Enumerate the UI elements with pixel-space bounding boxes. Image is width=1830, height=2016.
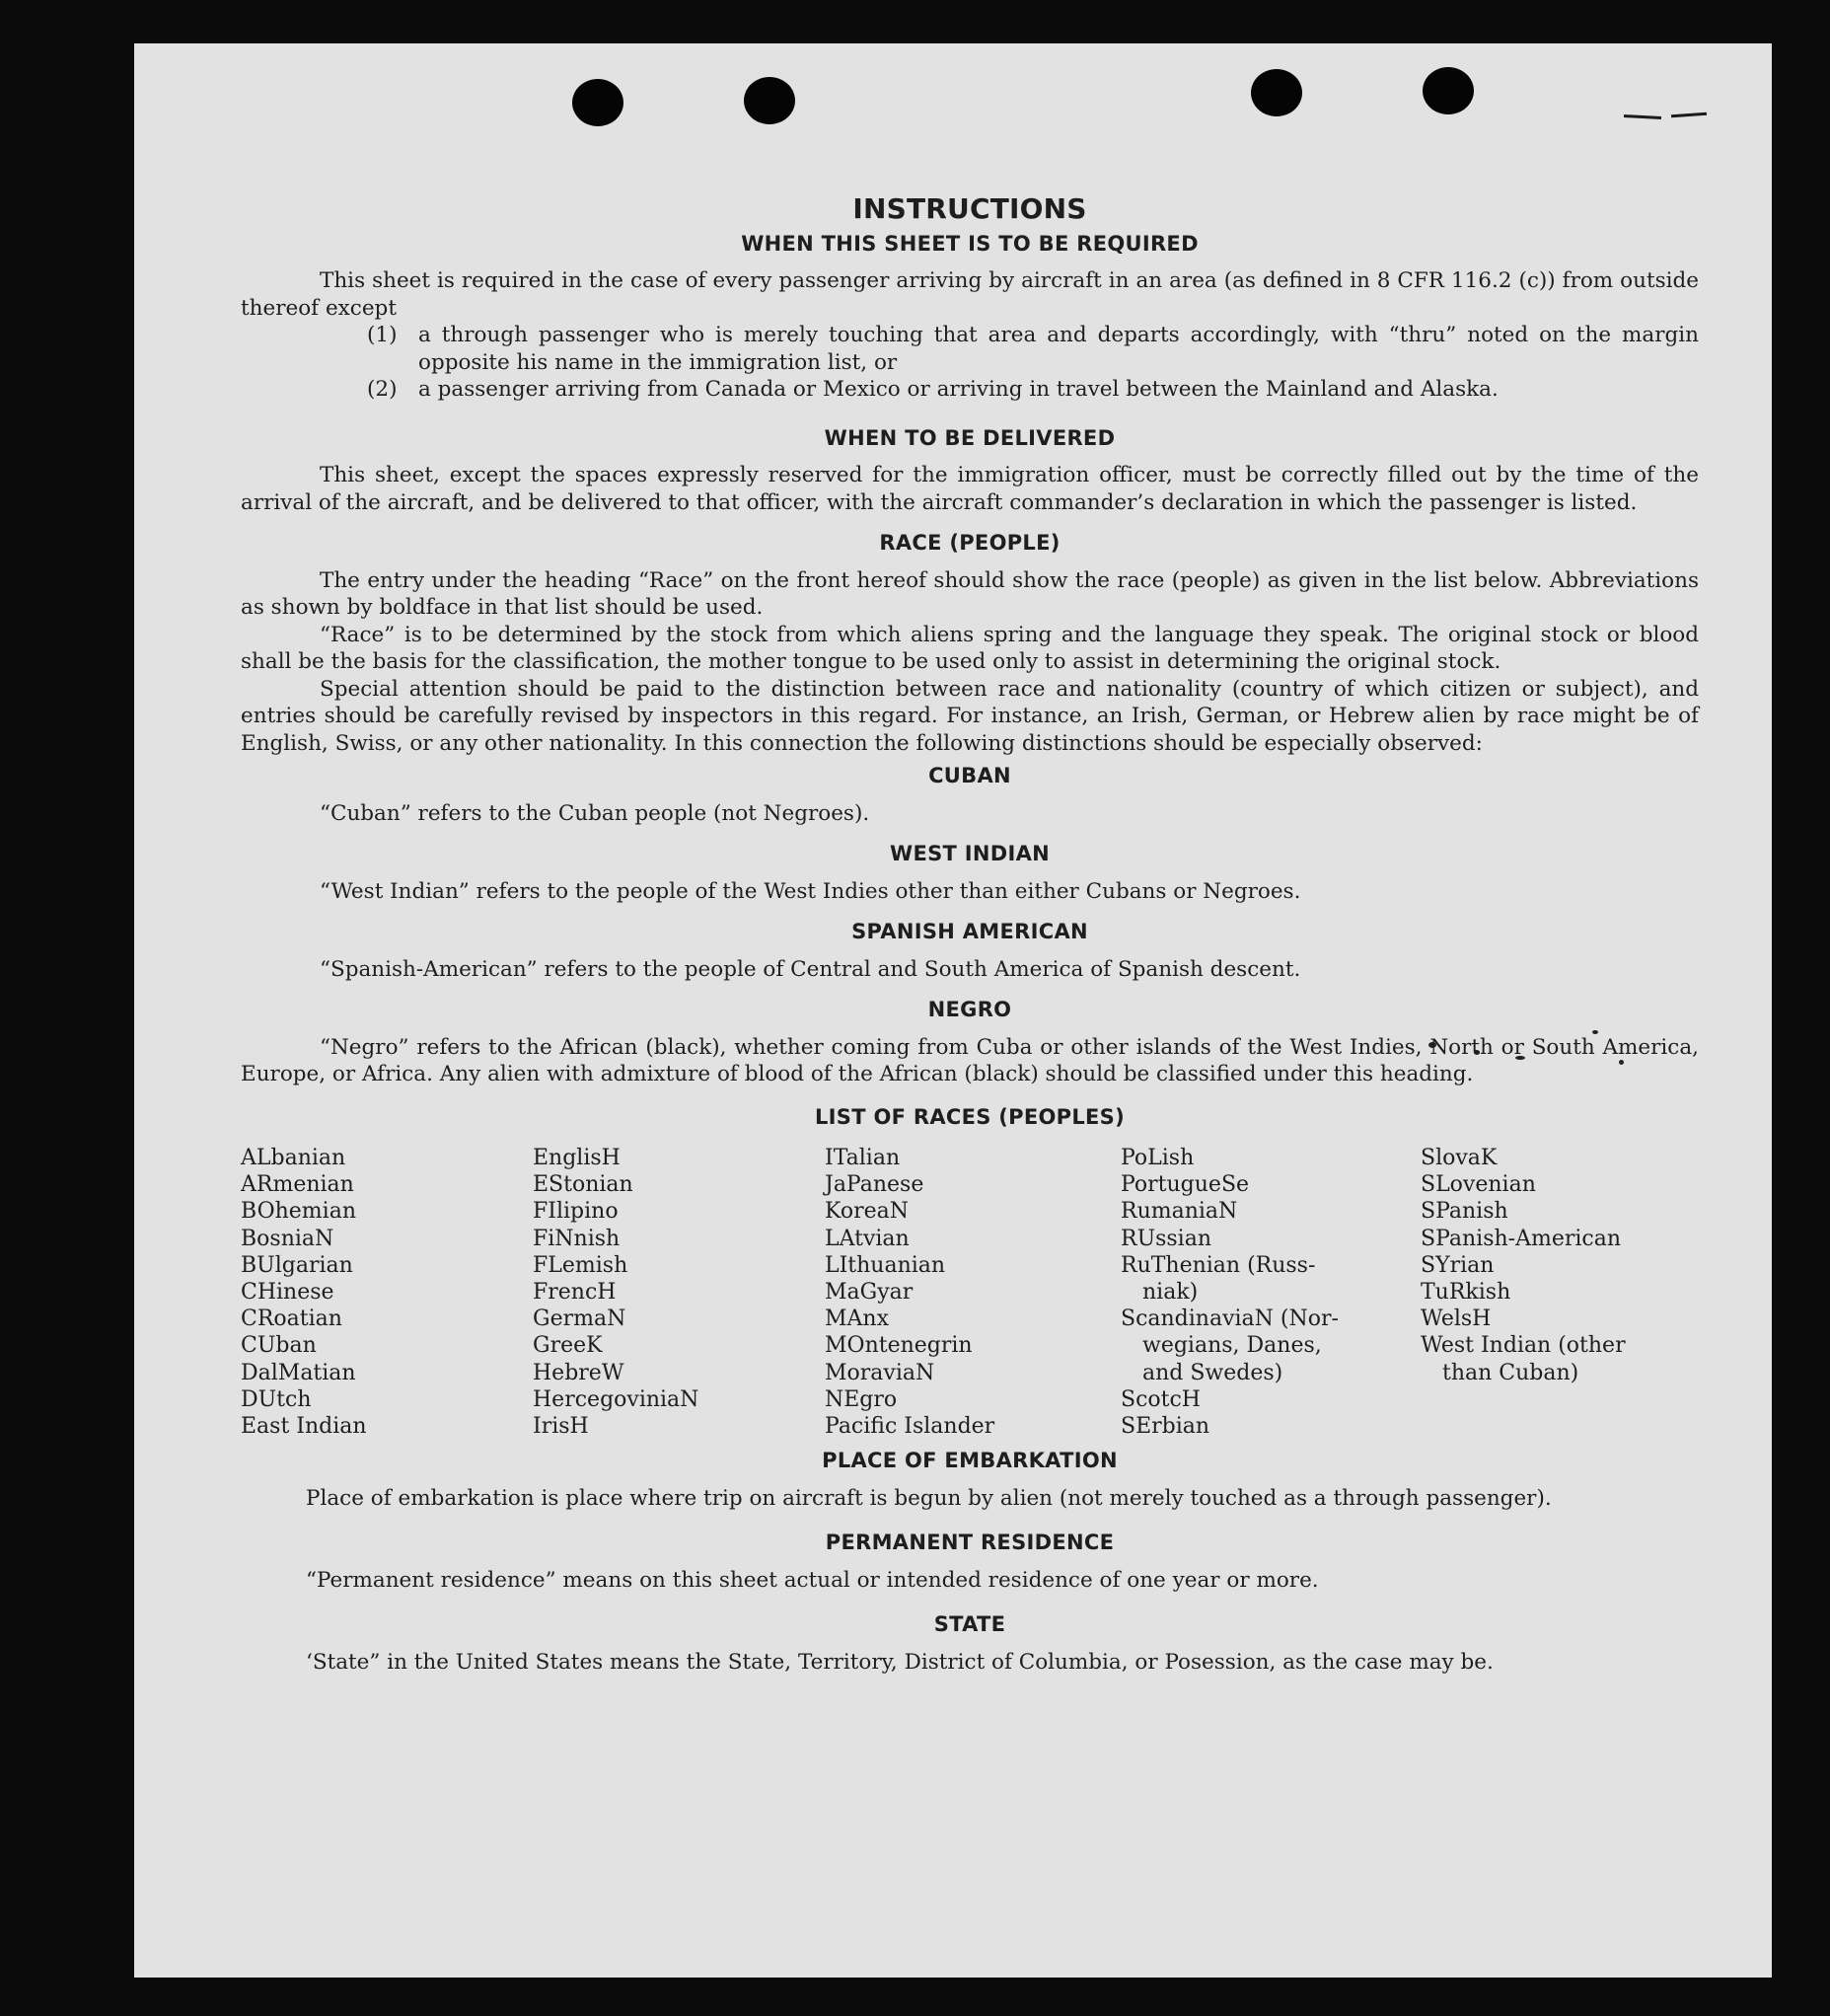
race-entry: TuRkish — [1421, 1280, 1511, 1306]
page-title: INSTRUCTIONS — [852, 192, 1087, 225]
section-paragraph: This sheet is required in the case of every passenger arriving by aircraft in an area (as defined in 8 CFR 116.2 (c)) from outside thereof except — [241, 268, 1699, 321]
section-heading: PERMANENT RESIDENCE — [825, 1531, 1115, 1555]
race-entry: ScandinaviaN (Nor- — [1121, 1307, 1339, 1332]
section-heading: WHEN TO BE DELIVERED — [824, 425, 1116, 450]
race-entry: RumaniaN — [1121, 1199, 1238, 1225]
race-entry: SErbian — [1121, 1414, 1210, 1440]
race-entry: NEgro — [825, 1386, 898, 1412]
race-entry: West Indian (other — [1421, 1333, 1626, 1359]
list-item — [241, 322, 1699, 376]
section-heading: PLACE OF EMBARKATION — [822, 1449, 1118, 1473]
race-entry: BosniaN — [241, 1226, 334, 1251]
race-entry: SPanish-American — [1421, 1226, 1622, 1251]
race-entry: DalMatian — [241, 1360, 356, 1385]
race-entry: ScotcH — [1121, 1386, 1201, 1412]
race-entry: FiNnish — [533, 1226, 621, 1251]
races-table — [241, 1145, 1699, 1440]
section-heading: RACE (PEOPLE) — [879, 531, 1061, 555]
race-entry: LIthuanian — [825, 1252, 946, 1278]
race-entry: East Indian — [241, 1414, 367, 1440]
list-item — [241, 376, 1699, 404]
race-entry: GreeK — [533, 1333, 603, 1359]
section-paragraph: “Cuban” refers to the Cuban people (not Negroes). — [320, 800, 870, 826]
section-paragraph: “Spanish-American” refers to the people of Central and South America of Spanish descent. — [320, 956, 1301, 982]
races-column — [1121, 1145, 1421, 1440]
punch-hole — [744, 77, 795, 124]
race-entry: HebreW — [533, 1360, 624, 1385]
race-entry: IrisH — [533, 1414, 589, 1440]
race-entry: MAnx — [825, 1307, 889, 1332]
race-entry: SlovaK — [1421, 1146, 1498, 1170]
section-heading: CUBAN — [928, 764, 1011, 787]
section-paragraph: ‘State” in the United States means the State, Territory, District of Columbia, or Posession, as the case may be. — [306, 1649, 1494, 1675]
section-heading: WHEN THIS SHEET IS TO BE REQUIRED — [741, 231, 1199, 256]
punch-hole — [1251, 69, 1302, 116]
section-paragraph: “Permanent residence” means on this sheet actual or intended residence of one year or more. — [306, 1567, 1319, 1593]
ink-mark — [1624, 114, 1661, 119]
race-entry: WelsH — [1421, 1307, 1492, 1332]
race-entry: PoLish — [1121, 1146, 1195, 1170]
race-entry: SLovenian — [1421, 1172, 1536, 1198]
list-item-text: a through passenger who is merely touching that area and departs accordingly, with “thru” noted on the margin opposite his name in the immigration list, or — [418, 323, 1699, 375]
punch-hole — [572, 79, 623, 126]
instructions-body — [241, 150, 1699, 1676]
punch-hole — [1423, 67, 1474, 114]
race-entry: ITalian — [825, 1146, 901, 1170]
section-paragraph: The entry under the heading “Race” on the front hereof should show the race (people) as given in the list below. Abbreviations as shown by boldface in that list should be used. — [241, 567, 1699, 620]
race-entry: CHinese — [241, 1280, 334, 1306]
race-entry: BUlgarian — [241, 1252, 353, 1278]
race-entry: Pacific Islander — [825, 1414, 995, 1440]
race-entry: GermaN — [533, 1307, 626, 1332]
section-paragraph: “Race” is to be determined by the stock from which aliens spring and the language they speak. The original stock or blood shall be the basis for the classification, the mother tongue to be used only to assist in determining the original stock. — [241, 622, 1699, 674]
races-column — [1421, 1145, 1699, 1440]
race-entry: MOntenegrin — [825, 1333, 973, 1359]
race-entry: MaGyar — [825, 1280, 914, 1306]
race-entry: EStonian — [533, 1172, 633, 1198]
section-when-delivered — [241, 425, 1699, 517]
race-entry: wegians, Danes, — [1142, 1333, 1322, 1359]
race-entry: CRoatian — [241, 1307, 342, 1332]
section-paragraph: Special attention should be paid to the distinction between race and nationality (country of which citizen or subject), and entries should be carefully revised by inspectors in this regard. For instance, an Irish, German, or Hebrew alien by race might be of English, Swiss, or any other nationality. In this connection the following distinctions should be especially observed: — [241, 676, 1699, 756]
section-heading: LIST OF RACES (PEOPLES) — [814, 1104, 1125, 1129]
race-entry: FrencH — [533, 1280, 617, 1306]
race-entry: niak) — [1142, 1280, 1199, 1306]
section-list-of-races — [241, 1104, 1699, 1441]
section-heading: STATE — [933, 1612, 1006, 1637]
section-cuban — [241, 763, 1699, 827]
list-item-number: (1) — [367, 323, 398, 347]
race-entry: BOhemian — [241, 1199, 356, 1225]
section-state — [241, 1611, 1699, 1676]
section-paragraph: “West Indian” refers to the people of the West Indies other than either Cubans or Negroes. — [320, 878, 1301, 904]
race-entry: CUban — [241, 1333, 317, 1359]
races-column — [241, 1145, 533, 1440]
race-entry: DUtch — [241, 1386, 312, 1412]
race-entry: LAtvian — [825, 1226, 910, 1251]
section-heading: NEGRO — [927, 998, 1012, 1021]
race-entry: PortugueSe — [1121, 1172, 1250, 1198]
section-west-indian — [241, 841, 1699, 905]
race-entry: HercegoviniaN — [533, 1386, 699, 1412]
races-column — [825, 1145, 1121, 1440]
section-place-of-embarkation — [241, 1448, 1699, 1512]
section-paragraph: Place of embarkation is place where trip on aircraft is begun by alien (not merely touched as a through passenger). — [306, 1485, 1552, 1511]
section-negro — [241, 997, 1699, 1088]
section-heading: WEST INDIAN — [889, 842, 1051, 865]
ink-mark — [1671, 112, 1707, 118]
section-when-required — [241, 231, 1699, 404]
race-entry: KoreaN — [825, 1199, 909, 1225]
race-entry: FIlipino — [533, 1199, 619, 1225]
list-item-number: (2) — [367, 377, 398, 402]
race-entry: SPanish — [1421, 1199, 1508, 1225]
section-permanent-residence — [241, 1530, 1699, 1594]
race-entry: and Swedes) — [1142, 1360, 1283, 1385]
race-entry: ALbanian — [241, 1146, 346, 1170]
race-entry: RuThenian (Russ- — [1121, 1252, 1316, 1278]
section-paragraph: “Negro” refers to the African (black), whether coming from Cuba or other islands of the West Indies, North or South America, Europe, or Africa. Any alien with admixture of blood of the African (black) should be classified under this heading. — [241, 1034, 1699, 1086]
race-entry: SYrian — [1421, 1252, 1495, 1278]
race-entry: than Cuban) — [1442, 1360, 1579, 1385]
section-spanish-american — [241, 919, 1699, 983]
race-entry: JaPanese — [825, 1172, 924, 1198]
race-entry: RUssian — [1121, 1226, 1212, 1251]
list-item-text: a passenger arriving from Canada or Mexico or arriving in travel between the Mainland and Alaska. — [418, 377, 1499, 402]
section-heading: SPANISH AMERICAN — [851, 920, 1088, 943]
race-entry: EnglisH — [533, 1146, 621, 1170]
races-column — [533, 1145, 825, 1440]
section-race — [241, 530, 1699, 757]
race-entry: MoraviaN — [825, 1360, 935, 1385]
race-entry: ARmenian — [241, 1172, 354, 1198]
race-entry: FLemish — [533, 1252, 628, 1278]
document-page — [134, 43, 1772, 1978]
section-paragraph: This sheet, except the spaces expressly reserved for the immigration officer, must be correctly filled out by the time of the arrival of the aircraft, and be delivered to that officer, with the aircraft commander’s declaration in which the passenger is listed. — [241, 463, 1699, 515]
